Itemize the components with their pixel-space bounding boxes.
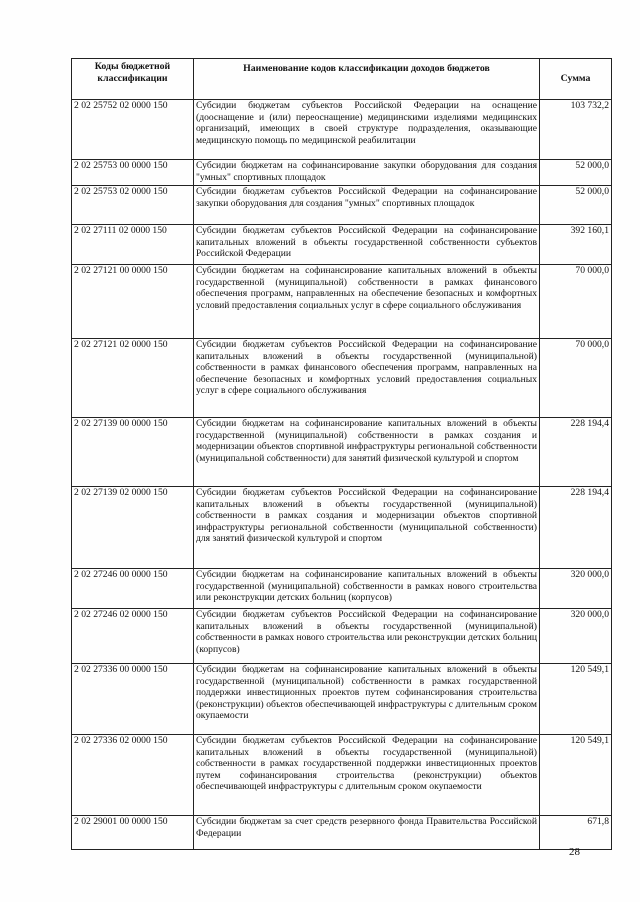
row-code: 2 02 27336 00 0000 150 (72, 664, 194, 735)
table-row (72, 225, 612, 265)
row-sum: 228 194,4 (540, 418, 612, 487)
row-code: 2 02 27336 02 0000 150 (72, 735, 194, 816)
row-code: 2 02 29001 00 0000 150 (72, 816, 194, 850)
row-sum: 392 160,1 (540, 225, 612, 265)
table-row (72, 265, 612, 339)
row-name: Субсидии бюджетам на софинансирование закупки оборудования для создания "умных" спортивных площадок (194, 160, 540, 186)
row-code: 2 02 27139 00 0000 150 (72, 418, 194, 487)
table-row (72, 816, 612, 850)
row-code: 2 02 27111 02 0000 150 (72, 225, 194, 265)
table-row (72, 609, 612, 664)
row-sum: 671,8 (540, 816, 612, 850)
row-name: Субсидии бюджетам за счет средств резервного фонда Правительства Российской Федерации (194, 816, 540, 850)
header-codes: Коды бюджетной классификации (72, 59, 194, 100)
row-code: 2 02 25753 02 0000 150 (72, 186, 194, 225)
row-sum: 120 549,1 (540, 735, 612, 816)
row-code: 2 02 27246 00 0000 150 (72, 569, 194, 609)
table-row (72, 100, 612, 160)
row-code: 2 02 27139 02 0000 150 (72, 487, 194, 569)
row-code: 2 02 27121 00 0000 150 (72, 265, 194, 339)
table-header-row (72, 59, 612, 100)
table-row (72, 418, 612, 487)
row-name: Субсидии бюджетам субъектов Российской Федерации на оснащение (дооснащение и (или) переоснащение) медицинскими изделиями медицинских организаций, имеющих в своей структуре подразделения, оказывающие медицинскую помощь по медицинской реабилитации (194, 100, 540, 160)
row-name: Субсидии бюджетам субъектов Российской Федерации на софинансирование капитальных вложений в объекты государственной (муниципальной) собственности в рамках нового строительства или реконструкции детских больниц (корпусов) (194, 609, 540, 664)
row-name: Субсидии бюджетам на софинансирование капитальных вложений в объекты государственной (муниципальной) собственности в рамках нового строительства или реконструкции детских больниц (корпусов) (194, 569, 540, 609)
row-name: Субсидии бюджетам на софинансирование капитальных вложений в объекты государственной (муниципальной) собственности в рамках государственной поддержки инвестиционных проектов путем софинансирования строительства (реконструкции) объектов обеспечивающей инфраструктуры с длительным сроком окупаемости (194, 664, 540, 735)
row-sum: 228 194,4 (540, 487, 612, 569)
table-row (72, 487, 612, 569)
row-code: 2 02 27246 02 0000 150 (72, 609, 194, 664)
row-name: Субсидии бюджетам субъектов Российской Федерации на софинансирование капитальных вложений в объекты государственной (муниципальной) собственности в рамках финансового обеспечения программ, направленных на обеспечение безопасных и комфортных условий предоставления социальных услуг в сфере социального обслуживания (194, 339, 540, 418)
row-sum: 70 000,0 (540, 265, 612, 339)
row-sum: 70 000,0 (540, 339, 612, 418)
table-row (72, 160, 612, 186)
row-sum: 52 000,0 (540, 160, 612, 186)
row-name: Субсидии бюджетам субъектов Российской Федерации на софинансирование закупки оборудования для создания "умных" спортивных площадок (194, 186, 540, 225)
revenue-classification-table (71, 58, 612, 850)
page-number: 28 (569, 846, 580, 858)
row-code: 2 02 25752 02 0000 150 (72, 100, 194, 160)
table-row (72, 339, 612, 418)
row-sum: 52 000,0 (540, 186, 612, 225)
row-name: Субсидии бюджетам субъектов Российской Федерации на софинансирование капитальных вложений в объекты государственной собственности субъектов Российской Федерации (194, 225, 540, 265)
header-sum: Сумма (540, 59, 612, 100)
table-row (72, 664, 612, 735)
row-name: Субсидии бюджетам на софинансирование капитальных вложений в объекты государственной (муниципальной) собственности в рамках финансового обеспечения программ, направленных на обеспечение безопасных и комфортных условий предоставления социальных услуг в сфере социального обслуживания (194, 265, 540, 339)
row-name: Субсидии бюджетам субъектов Российской Федерации на софинансирование капитальных вложений в объекты государственной (муниципальной) собственности в рамках создания и модернизации объектов спортивной инфраструктуры региональной собственности (муниципальной собственности) для занятий физической культурой и спортом (194, 487, 540, 569)
row-sum: 320 000,0 (540, 569, 612, 609)
table-row (72, 735, 612, 816)
row-sum: 103 732,2 (540, 100, 612, 160)
row-sum: 120 549,1 (540, 664, 612, 735)
row-name: Субсидии бюджетам субъектов Российской Федерации на софинансирование капитальных вложений в объекты государственной (муниципальной) собственности в рамках государственной поддержки инвестиционных проектов путем софинансирования строительства (реконструкции) объектов обеспечивающей инфраструктуры с длительным сроком окупаемости (194, 735, 540, 816)
row-code: 2 02 27121 02 0000 150 (72, 339, 194, 418)
row-code: 2 02 25753 00 0000 150 (72, 160, 194, 186)
row-sum: 320 000,0 (540, 609, 612, 664)
table-row (72, 569, 612, 609)
row-name: Субсидии бюджетам на софинансирование капитальных вложений в объекты государственной (муниципальной) собственности в рамках создания и модернизации объектов спортивной инфраструктуры региональной собственности (муниципальной собственности) для занятий физической культурой и спортом (194, 418, 540, 487)
table-row (72, 186, 612, 225)
header-names: Наименование кодов классификации доходов бюджетов (194, 59, 540, 100)
